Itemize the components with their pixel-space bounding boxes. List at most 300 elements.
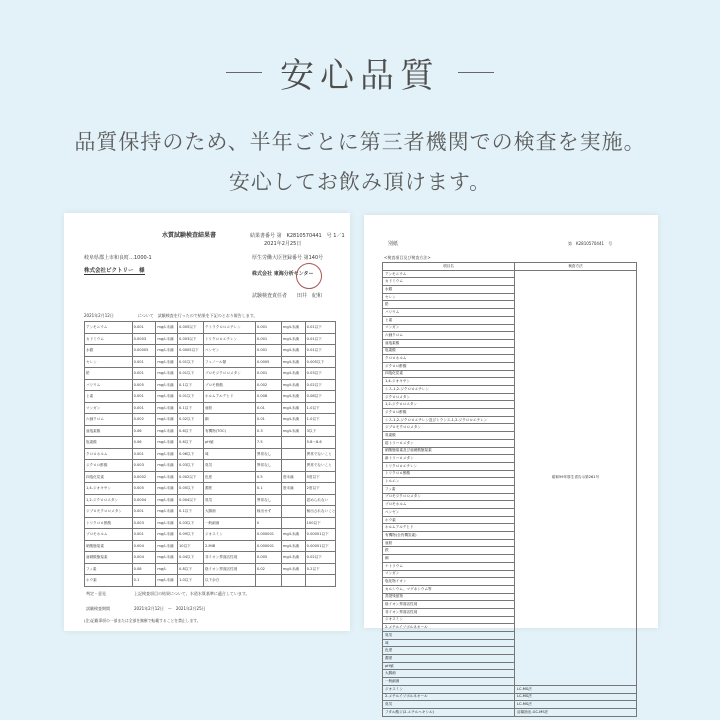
item-name: 塩化物イオン <box>383 578 515 586</box>
table-cell: 0.0004 <box>132 494 156 506</box>
item-name: 六価クロム <box>383 332 515 340</box>
table-row <box>85 563 336 575</box>
method-main: 昭和59年厚生省告示第261号 <box>515 270 637 685</box>
table-cell: 0.00001以下 <box>305 529 335 541</box>
item-name: 四塩化炭素 <box>383 370 515 378</box>
item-name: 塩素酸 <box>383 347 515 355</box>
item-name: 鉛 <box>383 301 515 309</box>
table-cell: 0.0002 <box>132 471 156 483</box>
item-name: 蒸発残留物 <box>383 593 515 601</box>
table-row <box>85 471 336 483</box>
table-row <box>85 368 336 380</box>
table-row <box>85 448 336 460</box>
table-row <box>85 425 336 437</box>
table-cell: 有機物(TOC) <box>203 425 255 437</box>
table-cell: mg/L未満 <box>281 356 305 368</box>
table-row <box>85 575 336 587</box>
table-cell: トリクロロエチレン <box>203 333 255 345</box>
table-header-row <box>383 263 637 271</box>
heading-rule-right <box>458 72 494 73</box>
table-cell: 0.01 <box>255 402 281 414</box>
subtitle <box>0 122 720 202</box>
table-cell: 0.004 <box>132 552 156 564</box>
table-cell: 銅 <box>203 414 255 426</box>
table-cell: mg/L未満 <box>281 414 305 426</box>
table-cell: pH値 <box>203 437 255 449</box>
table-cell: 0.001 <box>132 356 156 368</box>
table-row <box>85 414 336 426</box>
list-item <box>383 701 637 709</box>
table-cell: アンモニウム <box>85 322 133 334</box>
item-name: 一般細菌 <box>383 678 515 686</box>
item-name: 臭気 <box>383 701 515 709</box>
item-name: pH値 <box>383 662 515 670</box>
table-cell: 0.001 <box>255 345 281 357</box>
table-cell: 亜硝酸態窒素 <box>85 552 133 564</box>
table-row <box>85 333 336 345</box>
table-cell: 0.02以下 <box>305 552 335 564</box>
table-cell: 0.001 <box>132 448 156 460</box>
table-cell: 0.001 <box>255 322 281 334</box>
item-name: 総トリハロメタン <box>383 439 515 447</box>
item-name: カルシウム、マグネシウム等 <box>383 585 515 593</box>
item-name: ジクロロメタン <box>383 393 515 401</box>
table-cell: 0.002 <box>255 379 281 391</box>
table-cell <box>281 448 305 460</box>
table-cell: ジクロロ酢酸 <box>85 460 133 472</box>
appendix-no: 第 K2810570441 号 <box>568 241 613 246</box>
item-name: マンガン <box>383 570 515 578</box>
table-cell: 1,2-ジクロロエタン <box>85 494 133 506</box>
results-table <box>84 321 336 587</box>
item-method: LC-MS法 <box>515 693 637 701</box>
item-name: ブロモジクロロメタン <box>383 493 515 501</box>
table-cell: mg/L未満 <box>281 345 305 357</box>
table-cell: 0.02以下 <box>178 414 204 426</box>
lab-name: 株式会社 東海分析センター <box>252 271 314 277</box>
table-cell: 0.003 <box>132 517 156 529</box>
table-cell: 3以下 <box>305 425 335 437</box>
table-cell: 0.6以下 <box>178 425 204 437</box>
item-method: LC-MS法 <box>515 685 637 693</box>
table-cell: 0.00001以下 <box>305 540 335 552</box>
table-cell: 臭気 <box>203 494 255 506</box>
table-cell: 5度以下 <box>305 471 335 483</box>
table-cell: 0.3 <box>255 425 281 437</box>
table-cell: ブロモホルム <box>85 529 133 541</box>
judgement-text: 上記検査項目の結果について、水道水質基準に適合しています。 <box>134 591 250 596</box>
table-cell: 0.1以下 <box>178 506 204 518</box>
table-cell: 0.002以下 <box>178 471 204 483</box>
item-name: マンガン <box>383 324 515 332</box>
table-cell: 1.0以下 <box>178 575 204 587</box>
table-cell: mg/L未満 <box>156 448 178 460</box>
table-row <box>85 356 336 368</box>
table-cell: ホルムアルデヒド <box>203 391 255 403</box>
item-name: ブロモホルム <box>383 501 515 509</box>
report-manager: 試験検査責任者 田井 紀和 <box>252 293 323 299</box>
item-name: ホルムアルデヒド <box>383 524 515 532</box>
table-cell: mg/L未満 <box>281 322 305 334</box>
heading-rule-left <box>226 72 262 73</box>
table-cell: 0.000001 <box>255 529 281 541</box>
table-cell: 異常なし <box>255 494 281 506</box>
item-name: フッ素 <box>383 485 515 493</box>
page-title: 安心品質 <box>280 56 440 96</box>
table-cell: ホウ素 <box>85 575 133 587</box>
table-cell: mg/L未満 <box>156 460 178 472</box>
table-cell: mg/L未満 <box>281 540 305 552</box>
table-cell: 0.001 <box>132 322 156 334</box>
table-cell: mg/L未満 <box>156 322 178 334</box>
item-name: 大腸菌 <box>383 670 515 678</box>
table-cell: 六価クロム <box>85 414 133 426</box>
table-cell: 7.5 <box>255 437 281 449</box>
item-name: トリクロロ酢酸 <box>383 470 515 478</box>
table-cell: フッ素 <box>85 563 133 575</box>
table-row <box>85 379 336 391</box>
table-cell: 0.01以下 <box>178 391 204 403</box>
lab-registration: 厚生労働大臣登録番号 第140号 <box>252 255 324 261</box>
subtitle-line-2: 安心してお飲み頂けます。 <box>228 170 492 194</box>
table-cell: 0.00005 <box>132 345 156 357</box>
item-name: セレン <box>383 293 515 301</box>
item-name: ナトリウム <box>383 562 515 570</box>
table-cell: 0.01以下 <box>178 368 204 380</box>
item-name: トルエン <box>383 478 515 486</box>
table-cell: mg/L未満 <box>281 425 305 437</box>
table-cell <box>305 575 335 587</box>
list-item <box>383 685 637 693</box>
appendix-title: 別紙 <box>388 241 399 247</box>
table-cell: mg/L未満 <box>156 356 178 368</box>
table-cell: 以下余白 <box>203 575 255 587</box>
table-cell: mg/L未満 <box>281 552 305 564</box>
table-cell: カドミウム <box>85 333 133 345</box>
item-name: アンモニウム <box>383 270 515 278</box>
item-name: ジクロロ酢酸 <box>383 409 515 417</box>
table-row <box>85 552 336 564</box>
lab-seal <box>296 263 322 289</box>
table-cell: 0.0005 <box>255 356 281 368</box>
table-cell: mg/L未満 <box>281 379 305 391</box>
methods-table <box>382 262 637 717</box>
item-name: 色度 <box>383 647 515 655</box>
table-row <box>85 517 336 529</box>
table-cell: mg/L未満 <box>156 402 178 414</box>
table-cell: 0.001 <box>132 402 156 414</box>
table-cell: 0.005 <box>255 552 281 564</box>
item-name: シス-1,2-ジクロロエチレン <box>383 386 515 394</box>
table-row <box>85 506 336 518</box>
item-name: 新トリハロメタン <box>383 455 515 463</box>
table-cell: 2-MIB <box>203 540 255 552</box>
judgement-label: 判定・意見 <box>86 591 106 596</box>
item-name: ジオスミン <box>383 685 515 693</box>
item-name: ホウ素 <box>383 516 515 524</box>
report-intro: 2021年2月12日 について 試験検査を行ったので結果を下記のとおり報告します。 <box>84 313 258 318</box>
table-row <box>85 345 336 357</box>
table-cell: 5.8～8.6 <box>305 437 335 449</box>
table-cell: 非イオン界面活性剤 <box>203 552 255 564</box>
item-name: 銅 <box>383 555 515 563</box>
table-cell: ブロモジクロロメタン <box>203 368 255 380</box>
table-cell: 0.06 <box>132 425 156 437</box>
table-cell: 0.1 <box>255 483 281 495</box>
table-cell: mg/L <box>156 563 178 575</box>
table-cell: 0.004 <box>132 540 156 552</box>
table-cell: 0 <box>255 517 281 529</box>
table-cell: 0.02 <box>255 563 281 575</box>
table-cell: 0.001 <box>132 529 156 541</box>
table-cell: mg/L未満 <box>156 575 178 587</box>
item-name: 硝酸態窒素及び亜硝酸態窒素 <box>383 447 515 455</box>
table-cell: 陰イオン界面活性剤 <box>203 563 255 575</box>
item-name: 臭気 <box>383 632 515 640</box>
item-name: 味 <box>383 639 515 647</box>
table-cell: 0.03以下 <box>305 368 335 380</box>
item-name: 1,2-ジクロロエタン <box>383 401 515 409</box>
table-cell: mg/L未満 <box>156 391 178 403</box>
table-cell: 2度以下 <box>305 483 335 495</box>
table-cell: mg/L未満 <box>156 471 178 483</box>
table-cell: 0.005以下 <box>178 322 204 334</box>
table-cell: 異常なし <box>255 448 281 460</box>
table-cell: 0.1以下 <box>178 402 204 414</box>
report-date: 2021年2月25日 <box>264 241 302 247</box>
table-row <box>85 437 336 449</box>
table-cell: 硝酸態窒素 <box>85 540 133 552</box>
table-cell: 1.0以下 <box>305 402 335 414</box>
item-name: バリウム <box>383 309 515 317</box>
table-cell: トリクロロ酢酸 <box>85 517 133 529</box>
table-cell: 0.8以下 <box>178 563 204 575</box>
table-cell <box>281 506 305 518</box>
item-name: 1,4-ジオキサン <box>383 378 515 386</box>
table-row <box>85 391 336 403</box>
item-name: 有機物(全有機炭素) <box>383 532 515 540</box>
table-row <box>85 540 336 552</box>
table-cell: 0.0003 <box>132 333 156 345</box>
report-result-no: 結果書番号 第 K2810570441 号 1／1 <box>250 233 345 239</box>
table-cell: 0.003 <box>132 460 156 472</box>
table-cell: 検出せず <box>255 506 281 518</box>
table-row <box>85 402 336 414</box>
table-cell: 色度 <box>203 471 255 483</box>
table-cell: 0.001 <box>132 506 156 518</box>
table-cell: 亜鉛 <box>203 402 255 414</box>
table-cell: mg/L未満 <box>156 414 178 426</box>
table-cell: mg/L未満 <box>156 506 178 518</box>
table-cell: 0.03以下 <box>178 517 204 529</box>
table-cell: ジオスミン <box>203 529 255 541</box>
table-cell: mg/L未満 <box>156 540 178 552</box>
item-name: 濁度 <box>383 655 515 663</box>
table-cell <box>281 517 305 529</box>
table-cell: 亜塩素酸 <box>85 425 133 437</box>
table-cell: バリウム <box>85 379 133 391</box>
table-cell: 1.0以下 <box>305 414 335 426</box>
item-name: クロロホルム <box>383 355 515 363</box>
item-name: ジクロロ酢酸 <box>383 362 515 370</box>
table-cell: 100以下 <box>305 517 335 529</box>
item-name: 陰イオン界面活性剤 <box>383 601 515 609</box>
table-cell: 一般細菌 <box>203 517 255 529</box>
list-item <box>383 708 637 716</box>
table-row <box>85 483 336 495</box>
appendix-sheet <box>364 215 658 714</box>
table-cell: 0.001 <box>255 368 281 380</box>
table-cell: mg/L未満 <box>156 437 178 449</box>
table-cell: 0.08 <box>132 563 156 575</box>
table-cell <box>281 494 305 506</box>
table-cell <box>281 575 305 587</box>
table-cell: 0.01 <box>255 414 281 426</box>
table-cell: 0.09以下 <box>178 529 204 541</box>
table-cell: mg/L未満 <box>156 529 178 541</box>
table-cell: クロロホルム <box>85 448 133 460</box>
table-cell: 0.01以下 <box>178 356 204 368</box>
table-cell: mg/L未満 <box>281 402 305 414</box>
item-name: ベンゼン <box>383 509 515 517</box>
item-method: 溶媒抽出-GC-MS法 <box>515 708 637 716</box>
list-item <box>383 693 637 701</box>
report-title: 水質試験検査結果書 <box>162 232 217 239</box>
client-name: 株式会社ピクトリー 様 <box>84 268 145 274</box>
table-cell: mg/L未満 <box>281 529 305 541</box>
table-cell: 0.008 <box>255 391 281 403</box>
table-cell: 0.01以下 <box>305 322 335 334</box>
table-cell: mg/L未満 <box>281 333 305 345</box>
table-cell: 0.0005以下 <box>178 345 204 357</box>
table-cell: 0.02以下 <box>305 379 335 391</box>
table-cell: 0.003以下 <box>178 333 204 345</box>
table-cell: 0.01以下 <box>305 333 335 345</box>
table-cell: 大腸菌 <box>203 506 255 518</box>
table-cell: 0.05以下 <box>178 483 204 495</box>
table-row <box>85 529 336 541</box>
table-cell <box>255 575 281 587</box>
table-row <box>85 322 336 334</box>
table-cell: 鉛 <box>85 368 133 380</box>
table-header-cell: 項目名 <box>383 263 515 271</box>
table-cell: mg/L未満 <box>156 345 178 357</box>
table-cell: 濁度 <box>203 483 255 495</box>
table-cell: 臭気 <box>203 460 255 472</box>
test-period: 2021年2月12日 ～ 2021年2月25日 <box>134 606 206 611</box>
table-header-cell: 検査方法 <box>515 263 637 271</box>
table-cell: マンガン <box>85 402 133 414</box>
item-name: 亜塩素酸 <box>383 339 515 347</box>
table-cell <box>281 437 305 449</box>
table-cell: mg/L未満 <box>156 368 178 380</box>
table-cell: セレン <box>85 356 133 368</box>
table-cell: 0.001 <box>255 333 281 345</box>
table-cell: mg/L未満 <box>156 552 178 564</box>
table-cell: 0.2以下 <box>305 563 335 575</box>
table-cell: 認められない <box>305 494 335 506</box>
table-cell: 0.06以下 <box>178 448 204 460</box>
table-cell: 0.08以下 <box>305 391 335 403</box>
table-cell: 水銀 <box>85 345 133 357</box>
table-cell: 0.04以下 <box>178 552 204 564</box>
appendix-caption: <検査項目及び検査方法> <box>384 255 431 260</box>
table-cell: mg/L未満 <box>281 368 305 380</box>
item-name: フタル酸ジ(2-エチルヘキシル) <box>383 708 515 716</box>
table-row <box>85 494 336 506</box>
item-name: ジブロモクロロメタン <box>383 424 515 432</box>
table-cell: 0.01以下 <box>305 345 335 357</box>
table-cell: 四塩化炭素 <box>85 471 133 483</box>
item-name: 水銀 <box>383 286 515 294</box>
item-name: 臭素酸 <box>383 432 515 440</box>
table-cell: 0.6以下 <box>178 437 204 449</box>
table-cell: 度未満 <box>281 483 305 495</box>
table-cell: 0.001 <box>132 391 156 403</box>
table-cell: 0.000001 <box>255 540 281 552</box>
item-name: 2-メチルイソボルネオール <box>383 693 515 701</box>
table-cell: mg/L未満 <box>156 333 178 345</box>
table-cell: 異常でないこと <box>305 448 335 460</box>
table-cell: 0.5 <box>255 471 281 483</box>
table-cell: mg/L未満 <box>156 517 178 529</box>
table-cell: テトラクロロエチレン <box>203 322 255 334</box>
item-name: ジオスミン <box>383 616 515 624</box>
table-cell: 塩素酸 <box>85 437 133 449</box>
table-cell: 0.005以下 <box>305 356 335 368</box>
table-cell <box>281 460 305 472</box>
report-footnote: (注)記載事項の一部または全部を無断で転載することを禁止します。 <box>84 618 201 623</box>
table-cell: mg/L未満 <box>156 425 178 437</box>
table-cell: 0.03以下 <box>178 460 204 472</box>
item-name: カドミウム <box>383 278 515 286</box>
item-name: 2-メチルイソボルネオール <box>383 624 515 632</box>
table-cell: 度未満 <box>281 471 305 483</box>
table-cell: 0.001 <box>132 368 156 380</box>
table-cell: 0.1以下 <box>178 379 204 391</box>
table-cell: mg/L未満 <box>156 494 178 506</box>
table-cell: 10以下 <box>178 540 204 552</box>
subtitle-line-1: 品質保持のため、半年ごとに第三者機関での検査を実施。 <box>74 130 646 154</box>
item-name: ヒ素 <box>383 316 515 324</box>
item-name: シス-1,2-ジクロロエチレン及びトランス-1,2-ジクロロエチレン <box>383 416 515 424</box>
table-cell: 異常なし <box>255 460 281 472</box>
item-name: 非イオン界面活性剤 <box>383 608 515 616</box>
table-cell: 検出されないこと <box>305 506 335 518</box>
client-address: 岐阜県郡上市和良町…1000-1 <box>84 255 152 261</box>
table-cell: mg/L未満 <box>281 563 305 575</box>
table-cell: ブロモ酢酸 <box>203 379 255 391</box>
item-name: トリクロロエチレン <box>383 462 515 470</box>
table-cell: 0.002 <box>132 414 156 426</box>
table-cell: mg/L未満 <box>281 391 305 403</box>
item-name: 亜鉛 <box>383 539 515 547</box>
item-method: LC-MS法 <box>515 701 637 709</box>
item-name: 鉄 <box>383 547 515 555</box>
table-cell: 異常でないこと <box>305 460 335 472</box>
test-report-sheet <box>64 213 350 631</box>
test-period-label: 試験検査期間 <box>86 606 110 611</box>
table-cell: 1,4-ジオキサン <box>85 483 133 495</box>
table-cell: 味 <box>203 448 255 460</box>
table-cell: 0.005 <box>132 483 156 495</box>
table-cell: 0.005 <box>132 379 156 391</box>
table-cell: 0.004以下 <box>178 494 204 506</box>
table-cell: ジブロモクロロメタン <box>85 506 133 518</box>
table-row <box>85 460 336 472</box>
table-cell: ベンゼン <box>203 345 255 357</box>
list-item <box>383 270 637 278</box>
